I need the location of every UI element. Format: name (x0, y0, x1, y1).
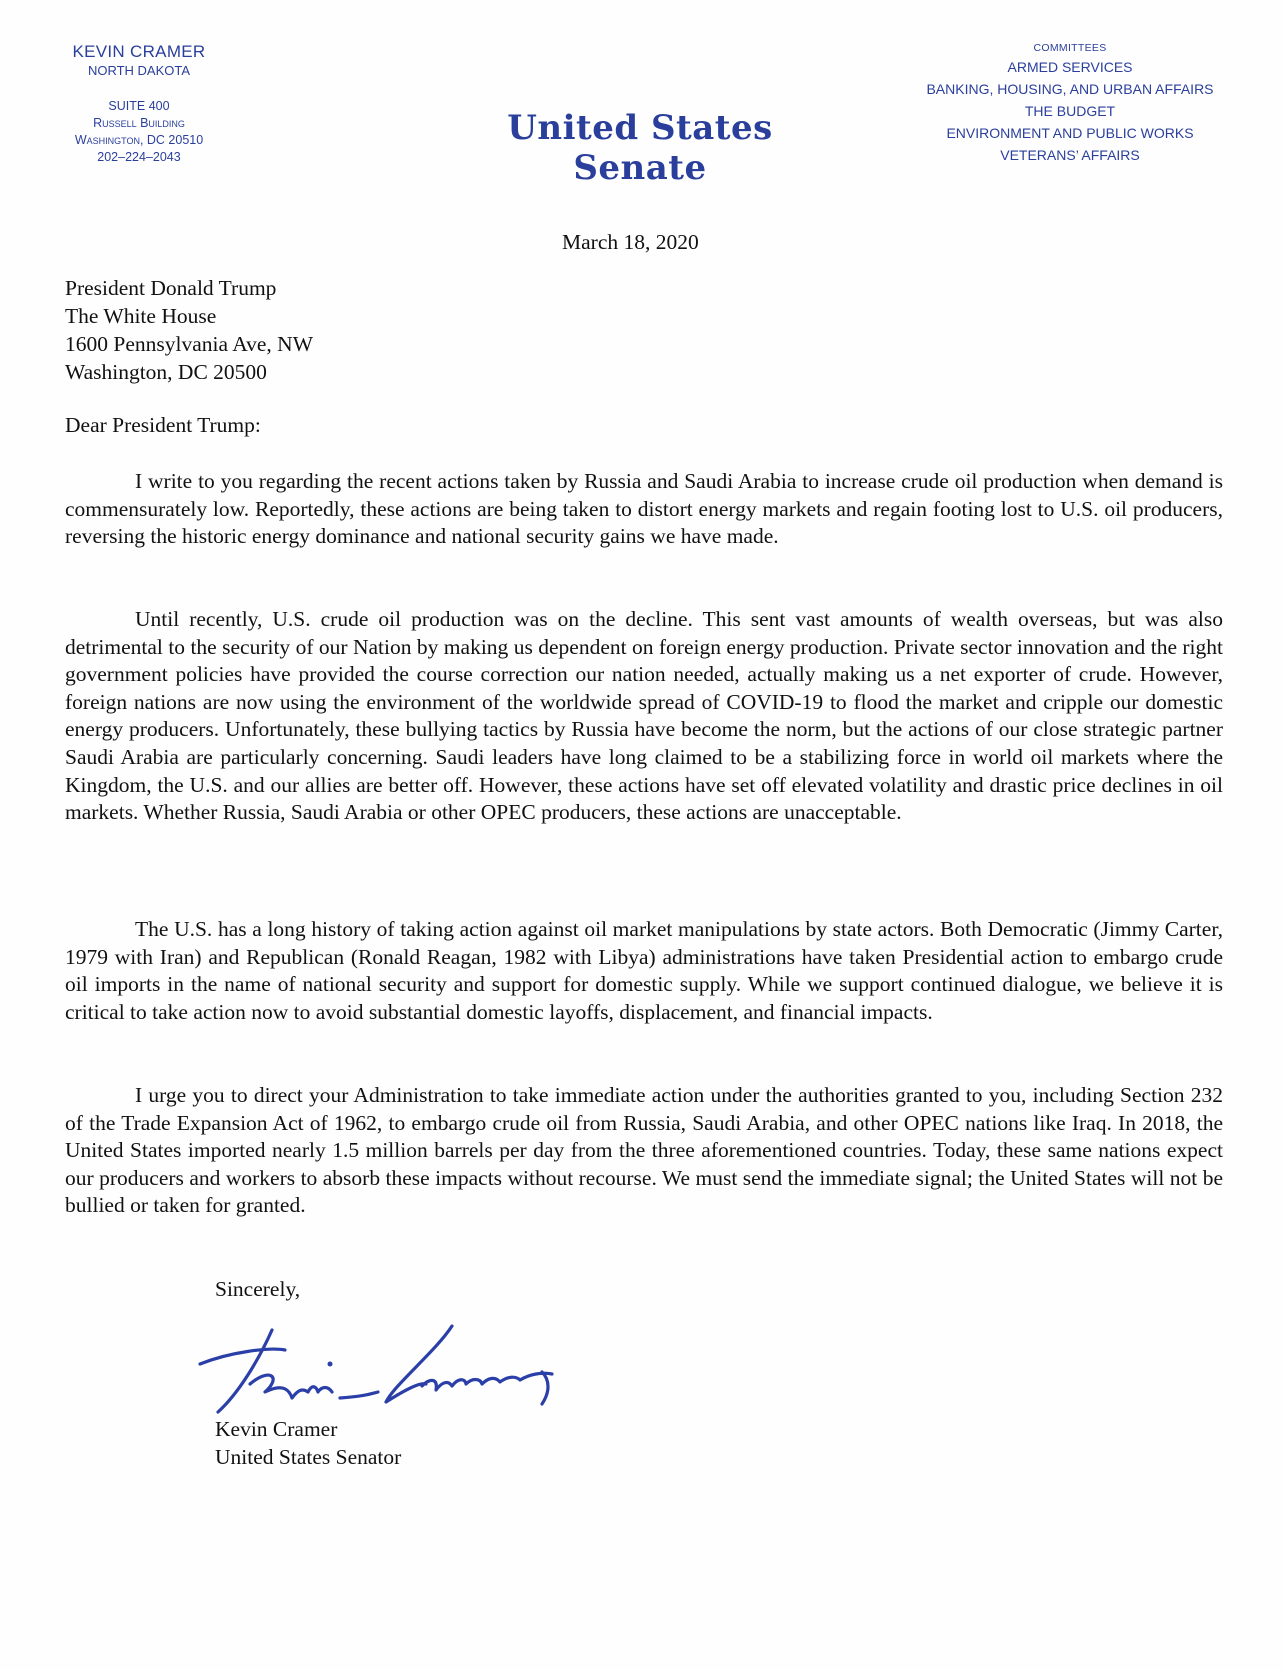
office-address (36, 98, 242, 166)
office-suite: SUITE 400 (108, 99, 170, 113)
committees-list (900, 40, 1240, 166)
handwritten-signature (190, 1312, 600, 1432)
senator-state: NORTH DAKOTA (87, 63, 191, 78)
senate-title: United States Senate (507, 108, 773, 188)
committee-item: BANKING, HOUSING, AND URBAN AFFAIRS (926, 81, 1214, 97)
signer-title: United States Senator (215, 1445, 402, 1469)
committee-item: ARMED SERVICES (1007, 59, 1133, 75)
sender-letterhead (36, 42, 242, 166)
letter-date: March 18, 2020 (562, 230, 699, 254)
committees-heading: COMMITTEES (1033, 42, 1107, 54)
recipient-line: President Donald Trump (65, 276, 277, 300)
office-phone: 202–224–2043 (97, 150, 181, 164)
office-building: Russell Building (93, 116, 185, 130)
signature-block (215, 1415, 401, 1471)
recipient-line: The White House (65, 304, 217, 328)
body-paragraph: I write to you regarding the recent actions taken by Russia and Saudi Arabia to increase crude oil production when demand is commensurately low. Reportedly, these actions are being taken to distort energy markets and regain footing lost to U.S. oil producers, reversing the historic energy dominance and national security gains we have made. (65, 469, 1223, 549)
body-paragraph: I urge you to direct your Administration to take immediate action under the authorities granted to you, including Section 232 of the Trade Expansion Act of 1962, to embargo crude oil from Russia, Saudi Arabia, and other OPEC nations like Iraq. In 2018, the United States imported nearly 1.5 million barrels per day from the three aforementioned countries. Today, these same nations expect our producers and workers to absorb these impacts without recourse. We must send the immediate signal; the United States will not be bullied or taken for granted. (65, 1083, 1223, 1218)
committee-item: VETERANS’ AFFAIRS (1000, 147, 1140, 163)
body-paragraph: The U.S. has a long history of taking action against oil market manipulations by state actors. Both Democratic (Jimmy Carter, 1979 with Iran) and Republican (Ronald Reagan, 1982 with Libya) administrations have taken Presidential action to embargo crude oil imports in the name of national security and support for domestic supply. While we support continued dialogue, we believe it is critical to take action now to avoid substantial domestic layoffs, displacement, and financial impacts. (65, 917, 1223, 1024)
committee-item: ENVIRONMENT AND PUBLIC WORKS (946, 125, 1194, 141)
signer-name: Kevin Cramer (215, 1417, 338, 1441)
salutation: Dear President Trump: (65, 413, 261, 437)
recipient-line: Washington, DC 20500 (65, 360, 267, 384)
body-paragraph: Until recently, U.S. crude oil production was on the decline. This sent vast amounts of wealth overseas, but was also detrimental to the security of our Nation by making us dependent on foreign energy production. Private sector innovation and the right government policies have provided the course correction our nation needed, actually making us a net exporter of crude. However, foreign nations are now using the environment of the worldwide spread of COVID-19 to flood the market and cripple our domestic energy producers. Unfortunately, these bullying tactics by Russia have become the norm, but the actions of our close strategic partner Saudi Arabia are particularly concerning. Saudi leaders have long claimed to be a stabilizing force in world oil markets where the Kingdom, the U.S. and our allies are better off. However, these actions have set off elevated volatility and drastic price declines in oil markets. Whether Russia, Saudi Arabia or other OPEC producers, these actions are unacceptable. (65, 607, 1223, 825)
committee-item: THE BUDGET (1024, 103, 1116, 119)
closing: Sincerely, (215, 1277, 301, 1301)
senator-name: KEVIN CRAMER (72, 42, 206, 61)
recipient-line: 1600 Pennsylvania Ave, NW (65, 332, 314, 356)
recipient-address (65, 274, 1225, 386)
office-city: Washington, DC 20510 (74, 133, 204, 147)
